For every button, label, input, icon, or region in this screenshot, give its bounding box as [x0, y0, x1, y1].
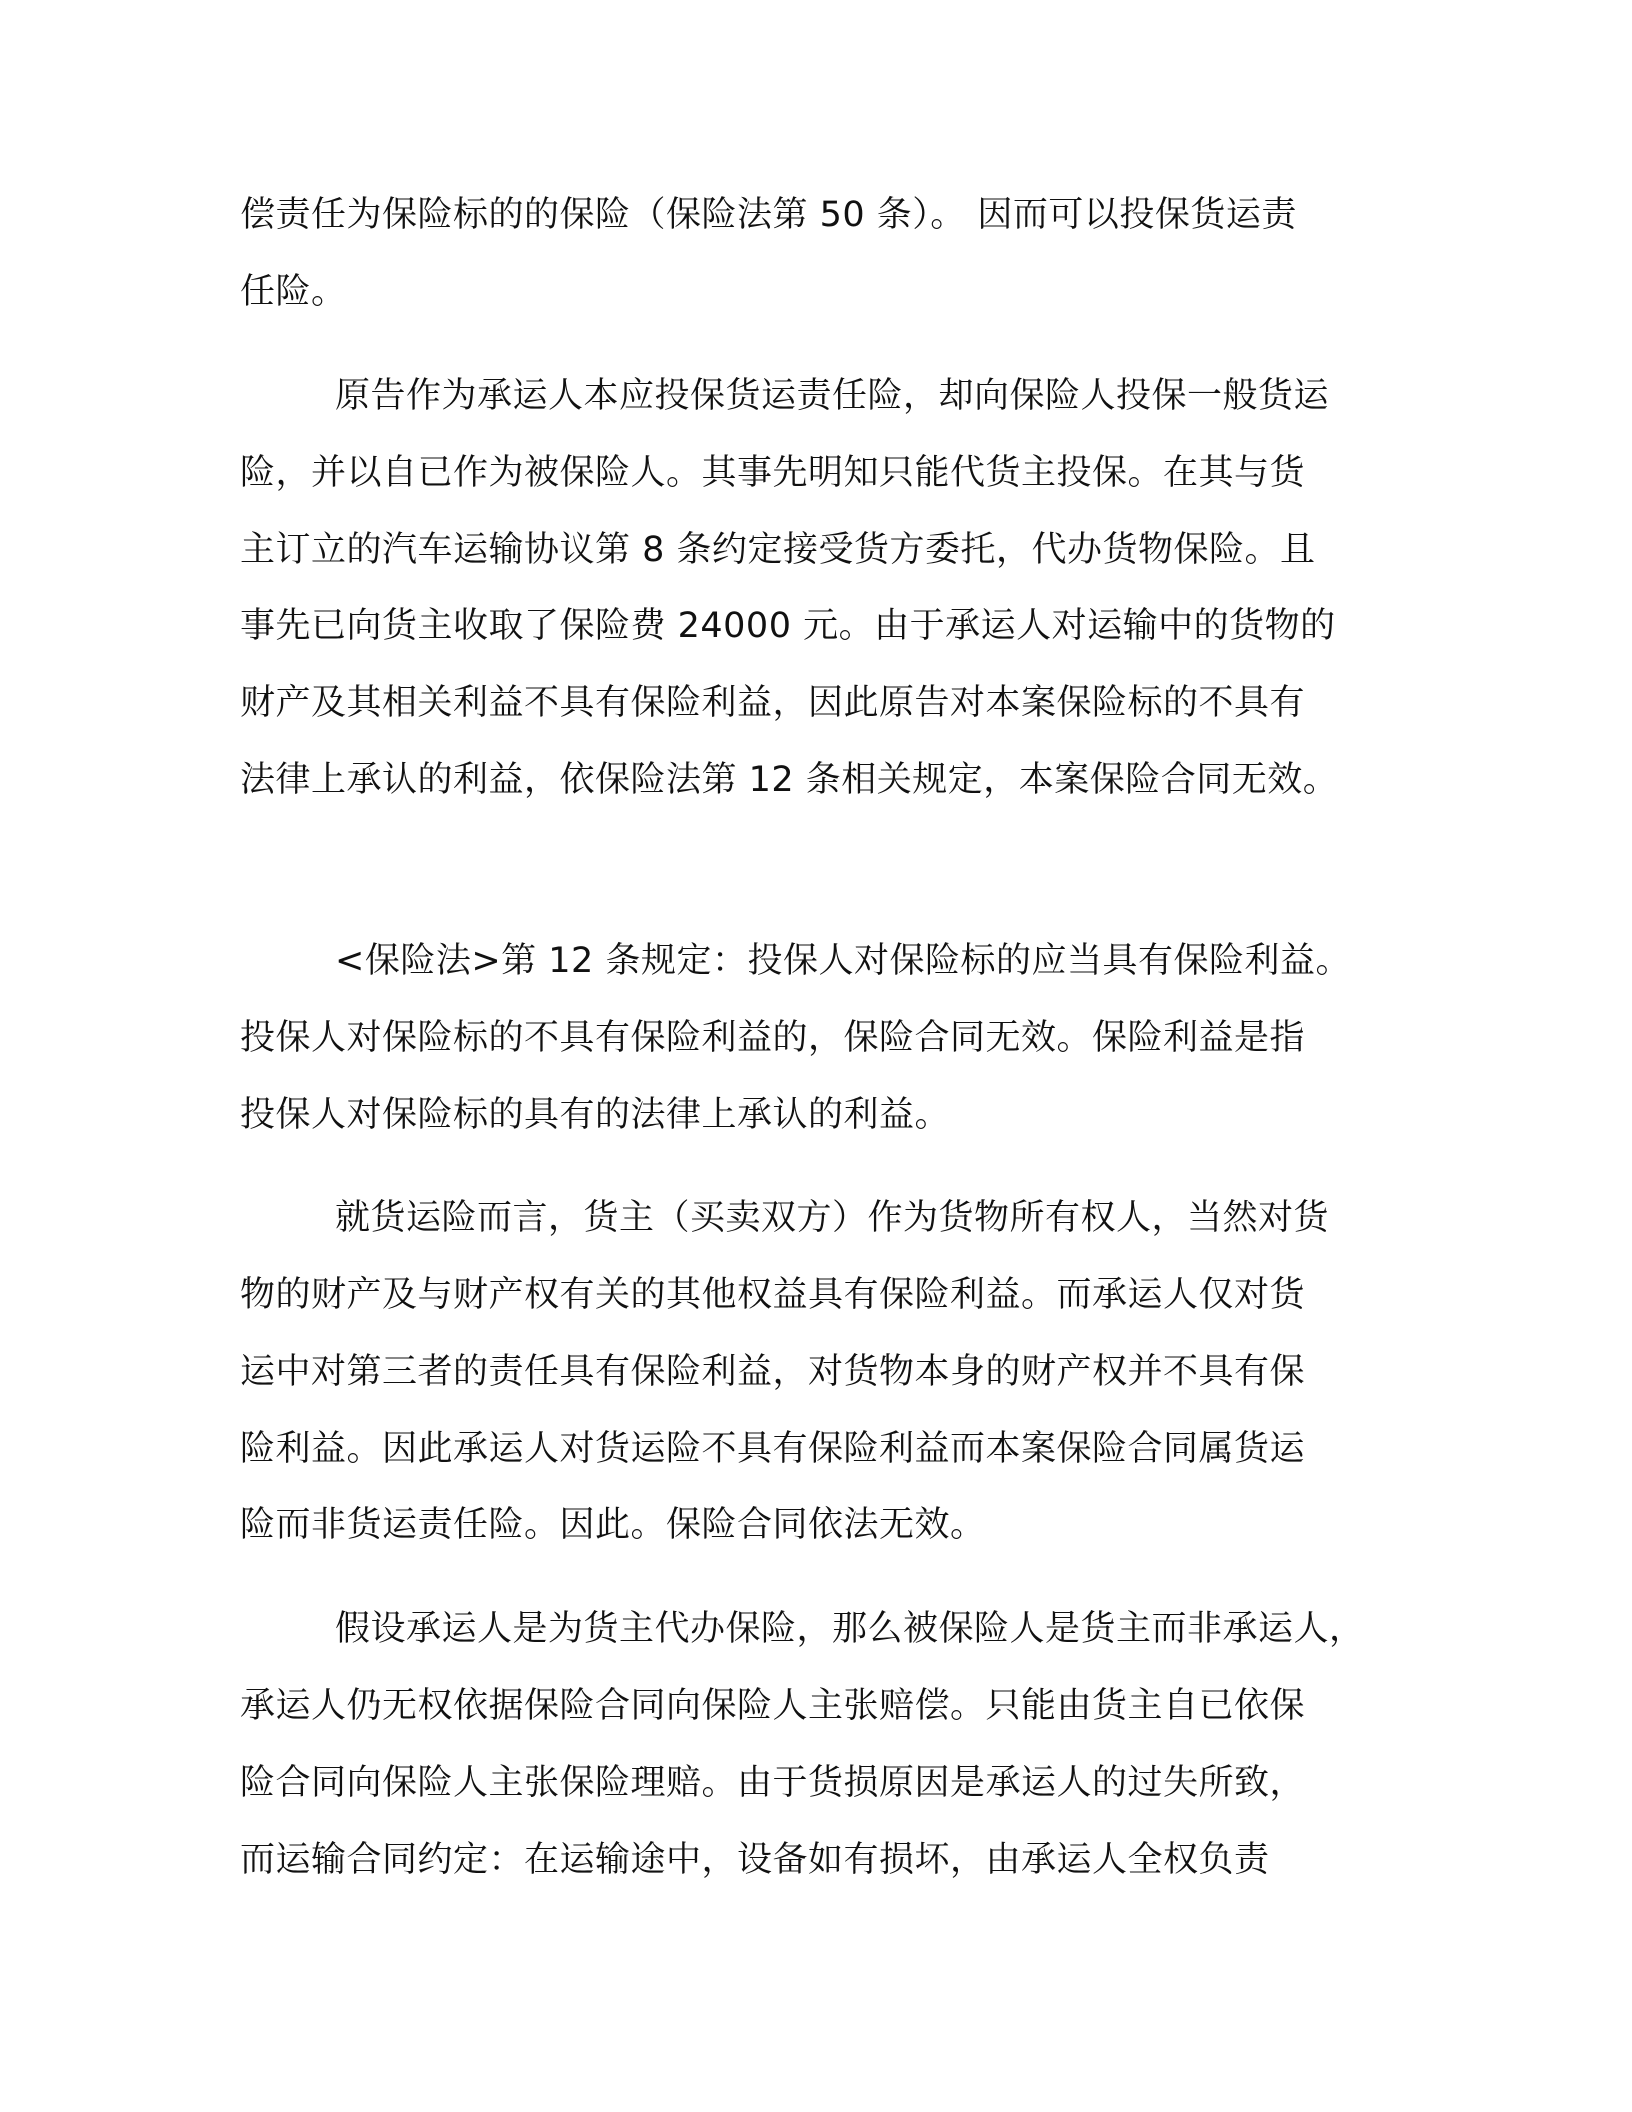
paragraph-5-line-4: 而运输合同约定：在运输途中，设备如有损坏，由承运人全权负责	[240, 1840, 1270, 1880]
paragraph-2-line-1: 原告作为承运人本应投保货运责任险，却向保险人投保一般货运	[335, 376, 1330, 416]
paragraph-4-line-4: 险利益。因此承运人对货运险不具有保险利益而本案保险合同属货运	[240, 1429, 1306, 1469]
paragraph-4-line-5: 险而非货运责任险。因此。保险合同依法无效。	[240, 1505, 986, 1545]
paragraph-4-line-2: 物的财产及与财产权有关的其他权益具有保险利益。而承运人仅对货	[240, 1275, 1306, 1315]
paragraph-3-line-3: 投保人对保险标的具有的法律上承认的利益。	[240, 1095, 951, 1135]
paragraph-4-line-1: 就货运险而言，货主（买卖双方）作为货物所有权人，当然对货	[335, 1198, 1330, 1238]
paragraph-5-line-3: 险合同向保险人主张保险理赔。由于货损原因是承运人的过失所致，	[240, 1763, 1306, 1803]
paragraph-1-line-2: 任险。	[240, 272, 347, 312]
paragraph-2-line-5: 财产及其相关利益不具有保险利益，因此原告对本案保险标的不具有	[240, 683, 1306, 723]
paragraph-2-line-2: 险，并以自已作为被保险人。其事先明知只能代货主投保。在其与货	[240, 453, 1306, 493]
paragraph-2-line-6: 法律上承认的利益，依保险法第 12 条相关规定，本案保险合同无效。	[240, 760, 1339, 800]
paragraph-1-line-1: 偿责任为保险标的的保险（保险法第 50 条）。 因而可以投保货运责	[240, 195, 1297, 235]
paragraph-3-line-2: 投保人对保险标的不具有保险利益的，保险合同无效。保险利益是指	[240, 1018, 1306, 1058]
paragraph-5-line-1: 假设承运人是为货主代办保险，那么被保险人是货主而非承运人，	[335, 1609, 1365, 1649]
paragraph-2-line-3: 主订立的汽车运输协议第 8 条约定接受货方委托，代办货物保险。且	[240, 530, 1316, 570]
paragraph-3-line-1: <保险法>第 12 条规定：投保人对保险标的应当具有保险利益。	[335, 941, 1351, 981]
paragraph-2-line-4: 事先已向货主收取了保险费 24000 元。由于承运人对运输中的货物的	[240, 606, 1336, 646]
paragraph-5-line-2: 承运人仍无权依据保险合同向保险人主张赔偿。只能由货主自已依保	[240, 1686, 1306, 1726]
paragraph-4-line-3: 运中对第三者的责任具有保险利益，对货物本身的财产权并不具有保	[240, 1352, 1306, 1392]
